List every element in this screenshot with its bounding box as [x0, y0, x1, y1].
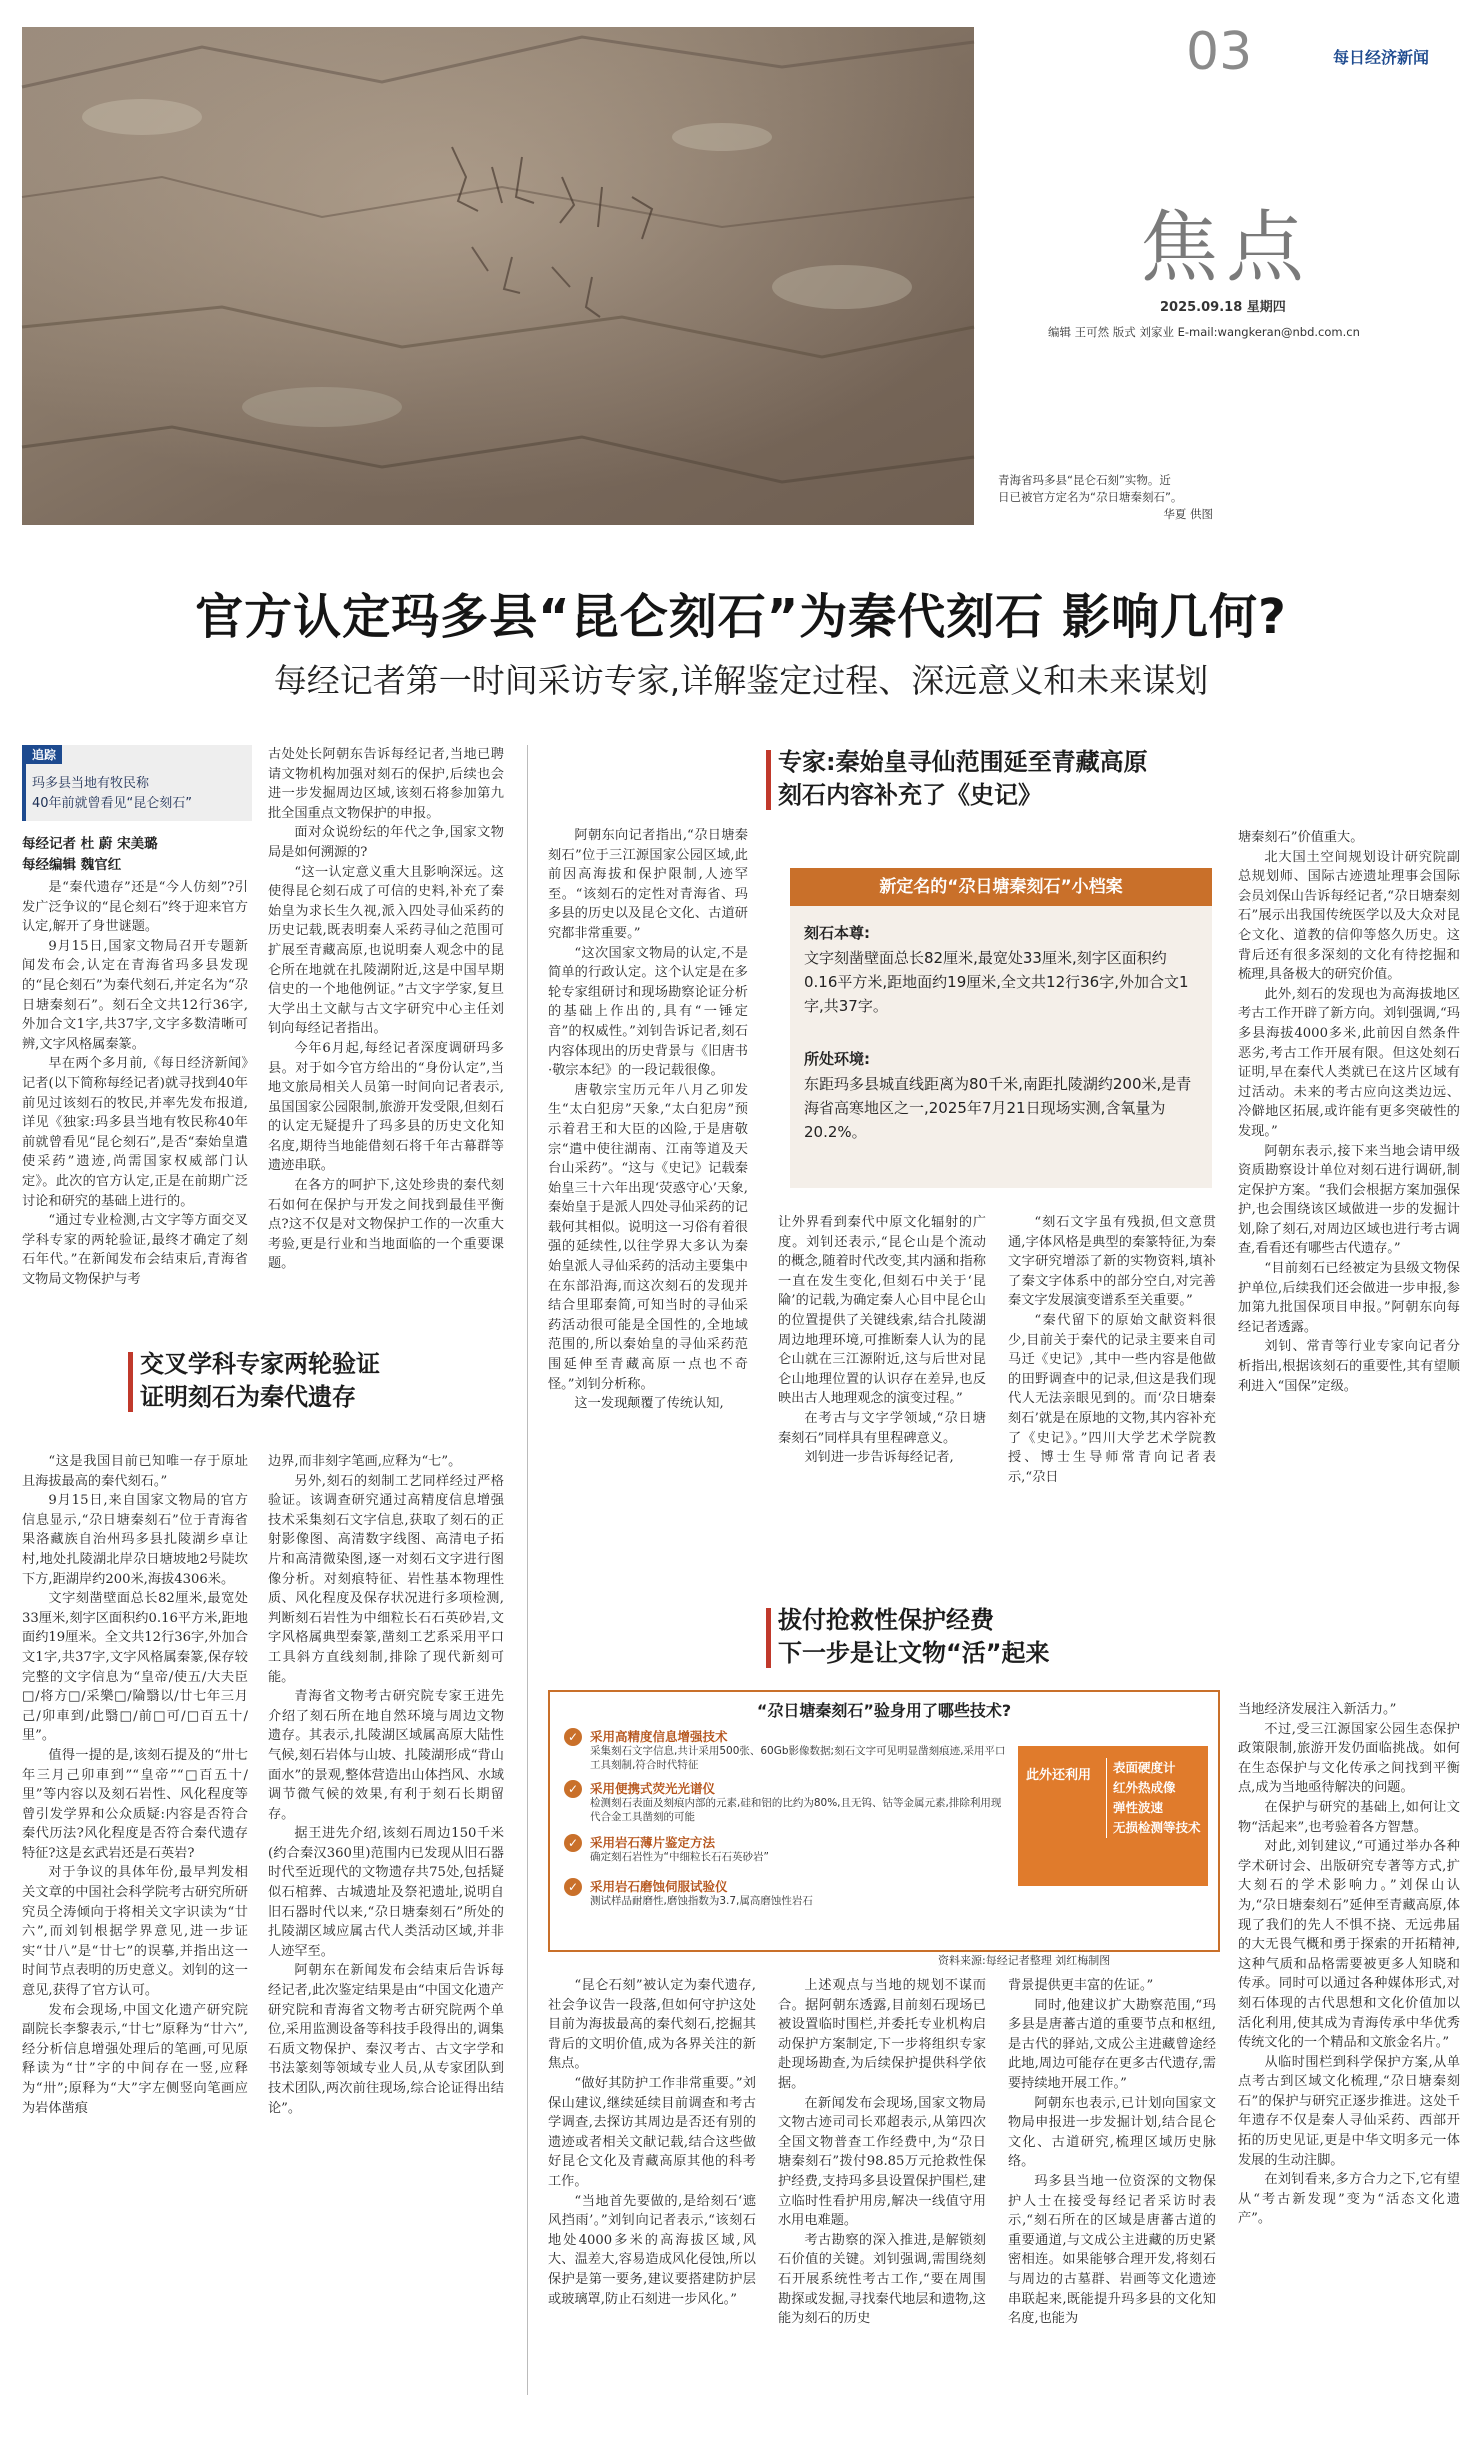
paragraph: “通过专业检测,古文字等方面交叉学科专家的两轮验证,最终才确定了刻石年代。”在新闻发布会结束后,青海省文物局文物保护与考	[22, 1213, 248, 1287]
article-col5-a	[1008, 1213, 1216, 1513]
tech-side-item: 红外热成像	[1113, 1780, 1176, 1795]
paragraph: 早在两个多月前,《每日经济新闻》记者(以下简称每经记者)就寻找到40年前见过该刻石的牧民,并率先发布报道,详见《独家:玛多县当地有牧民称40年前就曾看见“昆仑刻石”,是否“秦始皇遣使采药”遗迹,尚需国家权威部门认定》。此次的官方认定,正是在前期广泛讨论和研究的基础上进行的。	[22, 1056, 248, 1209]
paragraph: 是“秦代遗存”还是“今人仿刻”?引发广泛争议的“昆仑刻石”终于迎来官方认定,解开了身世谜题。	[22, 880, 248, 935]
tech-item-name: 采用高精度信息增强技术	[590, 1729, 728, 1744]
check-icon: ✓	[564, 1834, 582, 1852]
tech-side-item: 弹性波速	[1113, 1800, 1164, 1815]
tech-item-name: 采用便携式荧光光谱仪	[590, 1781, 716, 1796]
paragraph: 在考古与文字学领域,“尕日塘秦刻石”同样具有里程碑意义。	[778, 1410, 986, 1446]
article-col4-b	[778, 1976, 986, 2416]
check-icon: ✓	[564, 1780, 582, 1798]
paragraph: 对此,刘钊建议,“可通过举办各种学术研讨会、出版研究专著等方式,扩大刻石的学术影响力。”刘保山认为,“尕日塘秦刻石”延伸至青藏高原,体现了我们的先人不惧不挠、无远弗届的大无畏气概和勇于探索的开拓精神,这种气质和品格需要被更多人知晓和传承。同时可以通过各种媒体形式,对刻石体现的古代思想和文化价值加以活化利用,使其成为青海传承中华优秀传统文化的一个精品和文旅金名片。”	[1238, 1839, 1460, 2051]
section-heading-text: 拔付抢救性保护经费 下一步是让文物“活”起来	[778, 1606, 1050, 1667]
tech-item-desc: 采集刻石文字信息,共计采用500张、60Gb影像数据;刻石文字可见明显凿刻痕迹,采用平口工具刻制,符合时代特征	[590, 1745, 1006, 1771]
paragraph: 玛多县当地一位资深的文物保护人士在接受每经记者采访时表示,“刻石所在的区域是唐蕃古道的重要通道,与文成公主进藏的历史紧密相连。如果能够合理开发,将刻石与周边的古墓群、岩画等文化遗迹串联起来,既能提升玛多县的文化知名度,也能为	[1008, 2173, 1216, 2327]
paragraph: 古处处长阿朝东告诉每经记者,当地已聘请文物机构加强对刻石的保护,后续也会进一步发掘周边区域,该刻石将参加第九批全国重点文物保护的申报。	[268, 747, 504, 821]
paragraph: 阿朝东也表示,已计划向国家文物局申报进一步发掘计划,结合昆仑文化、古道研究,梳理区域历史脉络。	[1008, 2095, 1216, 2170]
tracking-box	[22, 745, 252, 821]
tech-item-desc: 检测刻石表面及刻痕内部的元素,硅和铝的比约为80%,且无钨、钴等金属元素,排除利用现代合金工具凿刻的可能	[590, 1797, 1002, 1823]
tech-item	[564, 1776, 1006, 1830]
tech-side-item: 无损检测等技术	[1113, 1820, 1201, 1835]
paragraph: 9月15日,国家文物局召开专题新闻发布会,认定在青海省玛多县发现的“昆仑刻石”为秦代刻石,并定名为“尕日塘秦刻石”。刻石全文共12行36字,外加合文1字,共37字,文字多数清晰可辨,文字风格属秦篆。	[22, 938, 248, 1052]
paragraph: 在新闻发布会现场,国家文物局文物古迹司司长邓超表示,从第四次全国文物普查工作经费中,为“尕日塘秦刻石”拨付98.85万元抢救性保护经费,支持玛多县设置保护围栏,建立临时性看护用房,解决一线值守用水用电难题。	[778, 2095, 986, 2229]
tech-box-title: “尕日塘秦刻石”验身用了哪些技术?	[756, 1701, 1012, 1720]
paragraph: 唐敬宗宝历元年八月乙卯发生“太白犯房”天象,“太白犯房”预示着君王和大臣的凶险,于是唐敬宗“遣中使往湖南、江南等道及天台山采药”。“这与《史记》记载秦始皇三十六年出现‘荧惑守心’天象,秦始皇于是派人四处寻仙采药的记载何其相似。说明这一习俗有着很强的延续性,以往学界大多认为秦始皇派人寻仙采药的活动主要集中在东部沿海,而这次刻石的发现并结合里耶秦简,可知当时的寻仙采药活动很可能是全国性的,全地域范围的,所以秦始皇的寻仙采药范围延伸至青藏高原一点也不奇怪。”刘钊分析称。	[548, 1082, 748, 1392]
issue-date: 2025.09.18 星期四	[1160, 300, 1286, 315]
section-title: 焦点	[1140, 203, 1313, 293]
check-icon: ✓	[564, 1728, 582, 1746]
tech-side-list	[1106, 1758, 1213, 1838]
paragraph: 这一发现颠覆了传统认知,	[574, 1396, 724, 1412]
article-col1-a	[22, 878, 248, 1290]
tracking-line1: 玛多县当地有牧民称	[32, 776, 150, 791]
paragraph: 今年6月起,每经记者深度调研玛多县。对于如今官方给出的“身份认定”,当地文旅局相关人员第一时间向记者表示,虽国国家公园限制,旅游开发受限,但刻石的认定无疑提升了玛多县的历史文化知名度,期待当地能借刻石将千年古幕群等遗迹串联。	[268, 1040, 504, 1174]
paragraph: 从临时围栏到科学保护方案,从单点考古到区域文化梳理,“尕日塘秦刻石”的保护与研究正逐步推进。这处千年遗存不仅是秦人寻仙采药、西部开拓的历史见证,更是中华文明多元一体发展的生动注脚。	[1238, 2054, 1460, 2168]
paragraph: “目前刻石已经被定为县级文物保护单位,后续我们还会做进一步申报,参加第九批国保项目申报。”阿朝东向每经记者透露。	[1238, 1261, 1460, 1335]
article-col3-b	[548, 1976, 756, 2416]
section-heading-3	[778, 1604, 1050, 1670]
paragraph: 让外界看到秦代中原文化辐射的广度。刘钊还表示,“昆仑山是个流动的概念,随着时代改变,其内涵和指称一直在发生变化,但刻石中关于‘昆陯’的记载,为确定秦人心目中昆仑山的位置提供了关键线索,结合扎陵湖周边地理环境,可推断秦人认为的昆仑山就在三江源附近,这与后世对昆仑山地理位置的认识存在差异,也反映出古人地理观念的演变过程。”	[778, 1215, 986, 1407]
page-number: 03	[1186, 22, 1253, 82]
article-col6-a	[1238, 828, 1460, 1518]
paragraph: 边界,而非刻字笔画,应释为“七”。	[268, 1454, 462, 1469]
paragraph: “做好其防护工作非常重要。”刘保山建议,继续延续目前调查和考古学调查,去探访其周边是否还有别的遗迹或者相关文献记载,结合这些做好昆仑文化及青藏高原其他的科考工作。	[548, 2075, 756, 2189]
profile-box-title: 新定名的“尕日塘秦刻石”小档案	[790, 868, 1212, 906]
tech-side-item: 表面硬度计	[1113, 1760, 1176, 1775]
tracking-tag: 追踪	[26, 745, 62, 764]
editor-info: 编辑 王可然 版式 刘家业 E-mail:wangkeran@nbd.com.cn	[1048, 325, 1360, 339]
paragraph: 据王进先介绍,该刻石周边150千米(约合秦汉360里)范围内已发现从旧石器时代至近现代的文物遗存共75处,包括疑似石棺葬、古城遗址及祭祀遗址,说明自旧石器时代以来,“尕日塘秦刻石”所处的扎陵湖区域应属古代人类活动区域,并非人迹罕至。	[268, 1826, 504, 1959]
paragraph: 在保护与研究的基础上,如何让文物“活起来”,也考验着各方智慧。	[1238, 1799, 1460, 1835]
paragraph: 上述观点与当地的规划不谋而合。据阿朝东透露,目前刻石现场已被设置临时围栏,并委托专业机构启动保护方案制定,下一步将组织专家赴现场勘查,为后续保护提供科学依据。	[778, 1978, 986, 2091]
paragraph: 面对众说纷纭的年代之争,国家文物局是如何溯源的?	[268, 825, 504, 860]
section-marker	[766, 750, 771, 810]
profile-basics-text: 文字刻凿壁面总长82厘米,最宽处33厘米,刻字区面积约0.16平方米,距地面约19厘米,全文共12行36字,外加合文1字,共37字。	[804, 949, 1189, 1015]
paragraph: 当地经济发展注入新活力。”	[1238, 1702, 1397, 1717]
paragraph: 刘钊进一步告诉每经记者,	[804, 1450, 954, 1466]
paragraph: 考古勘察的深入推进,是解锁刻石价值的关键。刘钊强调,需围绕刻石开展系统性考古工作,“要在周围勘探或发掘,寻找秦代地层和遗物,这能为刻石的历史	[778, 2232, 986, 2327]
paragraph: 发布会现场,中国文化遗产研究院副院长李黎表示,“廿七”原释为“廿六”,经分析信息增强处理后的笔画,可见原释读为“廿”字的中间存在一竖,应释为“卅”;原释为“大”字左侧竖向笔画应为岩体凿痕	[22, 2002, 248, 2116]
section-marker	[128, 1352, 133, 1412]
paragraph: “这一认定意义重大且影响深远。这使得昆仑刻石成了可信的史料,补充了秦始皇为求长生久视,派入四处寻仙采药的历史记载,既表明秦人采药寻仙之范围可扩展至青藏高原,也说明秦人观念中的昆仑所在地就在扎陵湖附近,这是中国早期信史的一个地他例证。”古文字学家,复旦大学出土文献与古文字研究中心主任刘钊向每经记者指出。	[268, 864, 504, 1037]
article-col2-a	[268, 745, 504, 1290]
headline: 官方认定玛多县“昆仑刻石”为秦代刻石 影响几何?	[195, 589, 1287, 645]
paragraph: “昆仑石刻”被认定为秦代遗存,社会争议告一段落,但如何守护这处目前为海拔最高的秦代刻石,挖掘其背后的文明价值,成为各界关注的新焦点。	[548, 1978, 756, 2072]
paragraph: 阿朝东在新闻发布会结束后告诉每经记者,此次鉴定结果是由“中国文化遗产研究院和青海省文物考古研究院两个单位,采用监测设备等科技手段得出的,调集石质文物保护、秦汉考古、古文字学和书法篆刻等领域专业人员,从专家团队到技术团队,两次前往现场,综合论证得出结论”。	[268, 1963, 504, 2116]
tech-item	[564, 1874, 1006, 1918]
article-col4-a	[778, 1213, 986, 1513]
paragraph: 阿朝东向记者指出,“尕日塘秦刻石”位于三江源国家公园区域,此前因高海拔和保护限制,人迹罕至。“该刻石的定性对青海省、玛多县的历史以及昆仑文化、古道研究都非常重要。”	[548, 828, 748, 941]
paragraph: “刻石文字虽有残损,但文意贯通,字体风格是典型的秦篆特征,为秦文字研究增添了新的实物资料,填补了秦文字体系中的部分空白,对完善秦文字发展演变谱系至关重要。”	[1008, 1215, 1216, 1309]
paragraph: “秦代留下的原始文献资料很少,目前关于秦代的记录主要来自司马迁《史记》,其中一些内容是他做的田野调查中的记录,但这是我们现代人无法亲眼见到的。而‘尕日塘秦刻石’就是在原地的文物,其内容补充了《史记》。”四川大学艺术学院教授、博士生导师常青向记者表示,“尕日	[1008, 1312, 1216, 1485]
paragraph: 塘秦刻石”价值重大。	[1238, 830, 1364, 845]
tech-side-label: 此外还利用	[1026, 1768, 1092, 1783]
paragraph: 青海省文物考古研究院专家王进先介绍了刻石所在地自然环境与周边文物遗存。其表示,扎陵湖区域属高原大陆性气候,刻石岩体与山坡、扎陵湖形成“背山面水”的景观,整体营造出山体挡风、水域调节微气候的效果,有利于刻石长期留存。	[268, 1689, 504, 1822]
tech-item-name: 采用岩石薄片鉴定方法	[590, 1835, 716, 1850]
article-col2-b	[268, 1452, 504, 2414]
column-divider	[527, 745, 528, 2395]
article-col3-a	[548, 826, 748, 1412]
tech-item	[564, 1724, 1006, 1776]
paragraph: 值得一提的是,该刻石提及的“卅七年三月己卯車到”“皇帝”“□百五十/里”等内容以及刻石岩性、风化程度等曾引发学界和公众质疑:内容是否符合秦代历法?风化程度是否符合秦代遗存特征?这是玄武岩还是石英岩?	[22, 1747, 248, 1861]
paragraph: 9月15日,来自国家文物局的官方信息显示,“尕日塘秦刻石”位于青海省果洛藏族自治州玛多县扎陵湖乡卓让村,地处扎陵湖北岸尕日塘坡地2号陡坎下方,距湖岸约200米,海拔4306米。	[22, 1493, 248, 1587]
news-photo	[22, 27, 974, 525]
paragraph: 对于争议的具体年份,最早判发相关文章的中国社会科学院考古研究所研究员仝涛倾向于将相关文字识读为“廿六”,而刘钊根据学界意见,进一步证实“廿八”是“廿七”的误摹,并指出这一时间节点表明的历史意义。刘钊的这一意见,获得了官方认可。	[22, 1865, 248, 1999]
paragraph: 北大国土空间规划设计研究院副总规划师、国际古迹遗址理事会国际会员刘保山告诉每经记者,“尕日塘秦刻石”展示出我国传统医学以及大众对昆仑文化、道教的信仰等悠久历史。这背后还有很多深刻的文化有待挖掘和梳理,具备极大的研究价值。	[1238, 849, 1460, 983]
subheadline: 每经记者第一时间采访专家,详解鉴定过程、深远意义和未来谋划	[273, 661, 1209, 700]
paragraph: 另外,刻石的刻制工艺同样经过严格验证。该调查研究通过高精度信息增强技术采集刻石文字信息,获取了刻石的正射影像图、高清数字线图、高清电子拓片和高清微染图,逐一对刻石文字进行图像分析。对刻痕特征、岩性基本物理性质、风化程度及保存状况进行多项检测,判断刻石岩性为中细粒长石石英砂岩,文字风格属典型秦篆,凿刻工艺系采用平口工具斜方直线刻制,排除了现代新刻可能。	[268, 1473, 504, 1685]
paragraph: 在刘钊看来,多方合力之下,它有望从“考古新发现”变为“活态文化遗产”。	[1238, 2172, 1460, 2227]
paragraph: 背景提供更丰富的佐证。”	[1008, 1978, 1154, 1993]
tech-box-source: 资料来源:每经记者整理 刘红梅制图	[938, 1954, 1111, 1967]
profile-env-label: 所处环境:	[804, 1050, 870, 1068]
paragraph: “这是我国目前已知唯一存于原址且海拔最高的秦代刻石。”	[22, 1454, 248, 1489]
profile-box	[790, 868, 1212, 1188]
section-heading-text: 专家:秦始皇寻仙范围延至青藏高原 刻石内容补充了《史记》	[778, 748, 1148, 809]
editor-byline: 每经编辑 魏官红	[22, 857, 122, 873]
tech-item	[564, 1830, 1006, 1874]
tech-list	[564, 1724, 1006, 1918]
paragraph: 此外,刻石的发现也为高海拔地区考古工作开辟了新方向。刘钊强调,“玛多县海拔4000多米,此前因自然条件恶劣,考古工作开展有限。但这处刻石证明,早在秦代人类就已在这片区域有过活动。未来的考古应向这类边远、冷僻地区拓展,或许能有更多突破性的发现。”	[1238, 986, 1460, 1139]
section-marker	[766, 1608, 771, 1668]
check-icon: ✓	[564, 1878, 582, 1896]
paragraph: 不过,受三江源国家公园生态保护政策限制,旅游开发仍面临挑战。如何在生态保护与文化传承之间找到平衡点,成为当地亟待解决的问题。	[1238, 1721, 1460, 1796]
tech-item-desc: 测试样品耐磨性,磨蚀指数为3.7,属高磨蚀性岩石	[590, 1895, 813, 1907]
tech-box	[548, 1690, 1220, 1952]
article-col5-b	[1008, 1976, 1216, 2416]
paragraph: “当地首先要做的,是给刻石‘遮风挡雨’。”刘钊向记者表示,“该刻石地处4000多米的高海拔区域,风大、温差大,容易造成风化侵蚀,所以保护是第一要务,建议要搭建防护层或玻璃罩,防止石刻进一步风化。”	[548, 2193, 756, 2307]
paragraph: 刘钊、常青等行业专家向记者分析指出,根据该刻石的重要性,其有望顺利进入“国保”定级。	[1238, 1339, 1460, 1394]
tracking-line2: 40年前就曾看见“昆仑刻石”	[32, 796, 193, 811]
photo-caption: 青海省玛多县“昆仑石刻”实物。近 日已被官方定名为“尕日塘秦刻石”。 华夏 供图	[998, 473, 1213, 521]
section-heading-2	[778, 746, 1148, 812]
profile-env-text: 东距玛多县城直线距离为80千米,南距扎陵湖约200米,是青海省高寒地区之一,2025年7月21日现场实测,含氧量为20.2%。	[804, 1075, 1192, 1141]
paragraph: 同时,他建议扩大勘察范围,“玛多县是唐蕃古道的重要节点和枢纽,是古代的驿站,文成公主进藏曾途经此地,周边可能存在更多古代遗存,需要持续地开展工作。”	[1008, 1997, 1216, 2091]
paragraph: “这次国家文物局的认定,不是简单的行政认定。这个认定是在多轮专家组研讨和现场勘察论证分析的基础上作出的,具有“一锤定音”的权威性。”刘钊告诉记者,刻石内容体现出的历史背景与《旧唐书·敬宗本纪》的一段记载很像。	[548, 945, 748, 1079]
tech-item-name: 采用岩石磨蚀伺服试验仪	[590, 1879, 728, 1894]
section-heading-text: 交叉学科专家两轮验证 证明刻石为秦代遗存	[140, 1350, 380, 1411]
tech-item-desc: 确定刻石岩性为“中细粒长石石英砂岩”	[590, 1851, 769, 1863]
paragraph: 阿朝东表示,接下来当地会请甲级资质勘察设计单位对刻石进行调研,制定保护方案。“我们会根据方案加强保护,也会围绕该区域做进一步的发掘计划,除了刻石,对周边区域也进行考古调查,看看还有哪些古代遗存。”	[1238, 1143, 1460, 1257]
profile-basics-label: 刻石本尊:	[804, 924, 870, 942]
article-col6-b	[1238, 1700, 1460, 2416]
section-heading-1	[140, 1348, 380, 1414]
paragraph: 文字刻凿壁面总长82厘米,最宽处33厘米,刻字区面积约0.16平方米,距地面约19厘米。全文共12行36字,外加合文1字,共37字,文字风格属秦篆,保存较完整的文字信息为“皇帝/使五/大夫臣□/将方□/采樂□/陯翳以/廿七年三月己/卯車到/此翳□/前□可/□百五十/里”。	[22, 1591, 248, 1744]
paper-name: 每日经济新闻	[1333, 48, 1430, 67]
reporter-byline: 每经记者 杜 蔚 宋美璐	[22, 836, 158, 852]
article-col1-b	[22, 1452, 248, 2414]
tech-side-panel	[1018, 1746, 1208, 1886]
paragraph: 在各方的呵护下,这处珍贵的秦代刻石如何在保护与开发之间找到最佳平衡点?这不仅是对文物保护工作的一次重大考验,更是行业和当地面临的一个重要课题。	[268, 1178, 504, 1272]
